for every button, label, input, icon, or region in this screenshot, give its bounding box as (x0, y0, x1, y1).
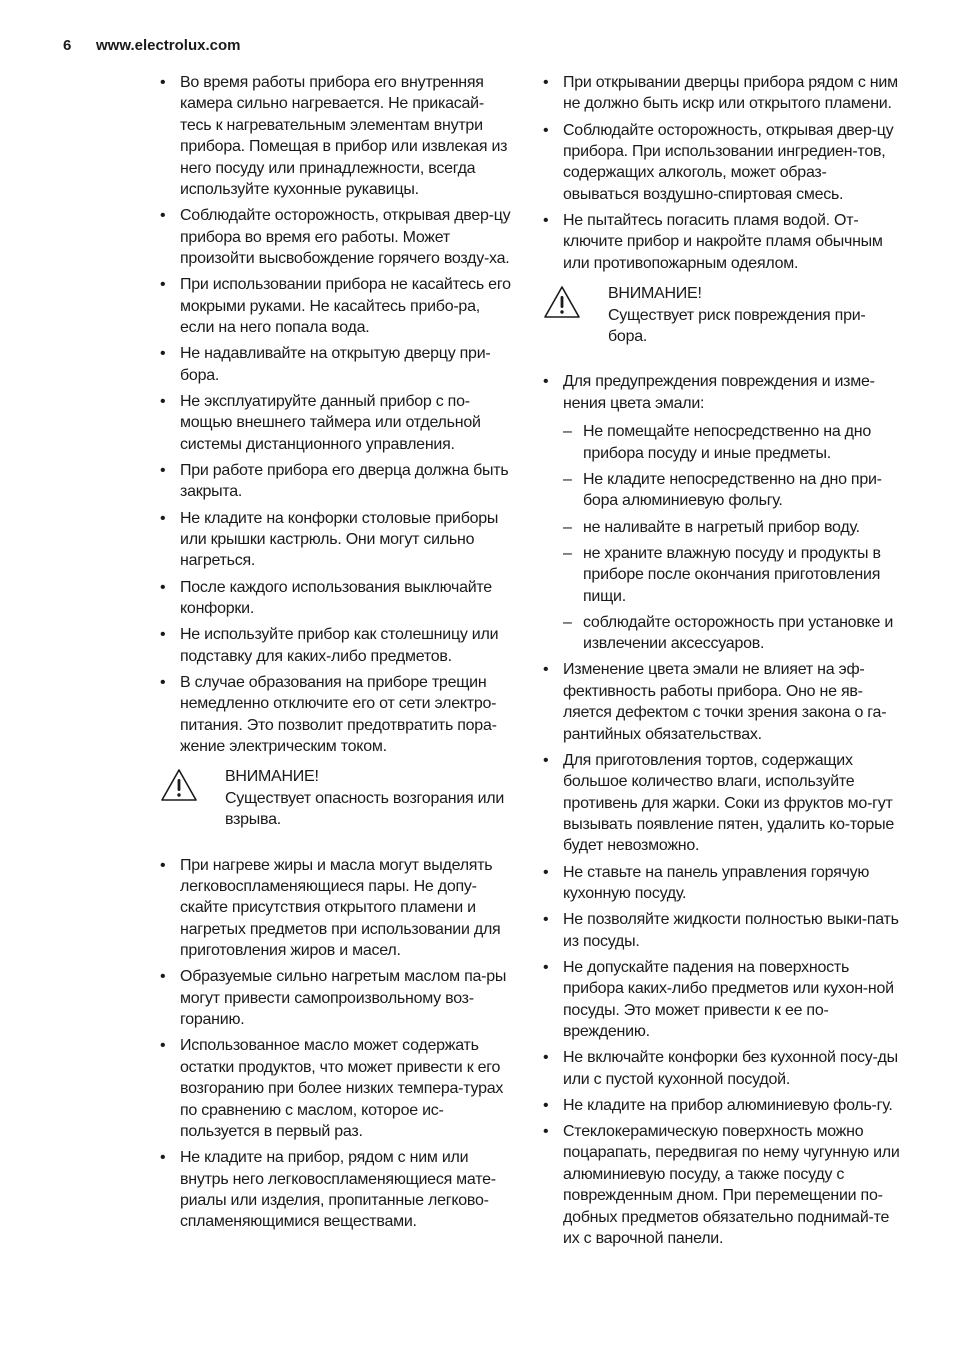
list-item (543, 1095, 901, 1116)
list-item-text: Во время работы прибора его внутренняя камера сильно нагревается. Не прикасай-тесь к нагревательным элементам внутри прибора. Помещая в прибор или извлекая из него посуду или принадлежности, всегда используйте кухонные рукавицы. (180, 74, 508, 199)
list-item (563, 543, 901, 607)
dash-icon: – (563, 470, 572, 488)
enamel-intro: Для предупреждения повреждения и изме-нения цвета эмали: (563, 373, 875, 412)
bullet-icon: • (160, 1149, 166, 1167)
warning-text: Существует риск повреждения при-бора. (608, 306, 866, 346)
list-item-text: Не помещайте непосредственно на дно прибора посуду и иные предметы. (583, 423, 871, 462)
bullet-icon: • (160, 345, 166, 363)
list-item (160, 855, 515, 962)
bullet-icon: • (160, 392, 166, 410)
list-item-text: Не допускайте падения на поверхность прибора каких-либо предметов или кухон-ной посуды. Это может привести к ее по-вреждению. (563, 958, 894, 1041)
list-item-text: не наливайте в нагретый прибор воду. (583, 518, 860, 536)
bullet-icon: • (543, 661, 549, 679)
bullet-icon: • (543, 1049, 549, 1067)
list-item-text: Для приготовления тортов, содержащих большое количество влаги, используйте противень для жарки. Соки из фруктов мо-гут вызывать появление пятен, удалить ко-торые будет невозможно. (563, 751, 894, 855)
list-item (160, 274, 515, 338)
list-item-text: При работе прибора его дверца должна быть закрыта. (180, 461, 509, 501)
list-item-text: Не кладите на прибор, рядом с ним или внутрь него легковоспламеняющиеся мате-риалы или изделия, пропитанные легково-спламеняющимися веществами. (180, 1149, 496, 1231)
list-item-text: Не кладите непосредственно на дно при-бора алюминиевую фольгу. (583, 470, 882, 510)
bullet-icon: • (543, 863, 549, 881)
dash-icon: – (563, 544, 572, 562)
list-item-text: Изменение цвета эмали не влияет на эф-фективность работы прибора. Оно не яв-ляется дефектом с точки зрения закона о га-рантийных обязательствах. (563, 661, 887, 743)
bullet-icon: • (160, 968, 166, 986)
list-item-text: Соблюдайте осторожность, открывая двер-цу прибора во время его работы. Может произойти высвобождение горячего возду-ха. (180, 207, 511, 268)
bullet-icon: • (543, 1096, 549, 1114)
bullet-icon: • (160, 207, 166, 225)
bullet-icon: • (160, 276, 166, 294)
list-item (543, 862, 901, 905)
list-item (160, 577, 515, 620)
list-item (160, 460, 515, 503)
page-header (63, 37, 241, 54)
bullet-list (543, 72, 901, 274)
list-item (563, 469, 901, 512)
list-item (543, 72, 901, 115)
page-number: 6 (63, 37, 72, 54)
warning-title: ВНИМАНИЕ! (608, 285, 702, 303)
warning-triangle-icon (160, 768, 198, 802)
list-item (543, 659, 901, 745)
bullet-icon: • (543, 1123, 549, 1141)
dash-icon: – (563, 518, 572, 536)
bullet-icon: • (160, 509, 166, 527)
bullet-icon: • (160, 626, 166, 644)
list-item-text: Не пытайтесь погасить пламя водой. От-ключите прибор и накройте пламя обычным или противопожарным одеялом. (563, 212, 883, 272)
list-item-text: Образуемые сильно нагретым маслом па-ры могут привести самопроизвольному воз-горанию. (180, 968, 507, 1029)
list-item-text: Стеклокерамическую поверхность можно поцарапать, передвигая по нему чугунную или алюминиевую посуду, а также посуду с поврежденным дном. При перемещении по-добных предметов обязательно поднимай-те их с варочной панели. (563, 1123, 900, 1248)
list-item-text: Не эксплуатируйте данный прибор с по-мощью внешнего таймера или отдельной системы дистанционного управления. (180, 392, 481, 453)
bullet-icon: • (543, 751, 549, 769)
right-column (543, 72, 901, 1254)
bullet-icon: • (543, 121, 549, 139)
bullet-icon: • (160, 856, 166, 874)
list-item (543, 750, 901, 857)
list-item-text: Не кладите на конфорки столовые приборы или крышки кастрюль. Они могут сильно нагреться. (180, 509, 499, 570)
list-item (563, 612, 901, 655)
list-item (160, 966, 515, 1030)
list-item (160, 1035, 515, 1142)
list-item-text: В случае образования на приборе трещин немедленно отключите его от сети электро-питания. Это позволит предотвратить пора-жение электрическим током. (180, 673, 497, 755)
site-url: www.electrolux.com (96, 37, 241, 54)
bullet-icon: • (160, 1037, 166, 1055)
bullet-icon: • (543, 212, 549, 230)
list-item-text: Не ставьте на панель управления горячую кухонную посуду. (563, 863, 870, 902)
list-item (160, 343, 515, 386)
list-item (543, 120, 901, 206)
bullet-list (543, 371, 901, 654)
bullet-icon: • (160, 74, 166, 91)
list-item (563, 421, 901, 464)
list-item-text: Не включайте конфорки без кухонной посу-ды или с пустой кухонной посудой. (563, 1049, 898, 1088)
bullet-list (160, 72, 515, 757)
list-item (160, 508, 515, 572)
list-item (543, 957, 901, 1043)
bullet-list (160, 855, 515, 1233)
list-item-text: Соблюдайте осторожность, открывая двер-цу прибора. При использовании ингредиен-тов, содержащих алкоголь, может образ-овываться воздушно-спиртовая смесь. (563, 121, 894, 203)
list-item (160, 624, 515, 667)
list-item-text: При использовании прибора не касайтесь его мокрыми руками. Не касайтесь прибо-ра, если на него попала вода. (180, 276, 511, 337)
bullet-icon: • (543, 373, 549, 391)
list-item-text: При нагреве жиры и масла могут выделять легковоспламеняющиеся пары. Не допу-скайте присутствия открытого пламени и нагретых предметов при использовании для приготовления жиров и масел. (180, 856, 501, 960)
list-item (543, 1121, 901, 1249)
dash-icon: – (563, 423, 572, 441)
bullet-icon: • (160, 461, 166, 479)
list-item-text: Не используйте прибор как столешницу или подставку для каких-либо предметов. (180, 626, 499, 665)
warning-block (160, 766, 515, 830)
list-item-text: не храните влажную посуду и продукты в приборе после окончания приготовления пищи. (583, 544, 881, 605)
list-item (543, 371, 901, 654)
bullet-list (543, 659, 901, 1249)
list-item (543, 210, 901, 274)
list-item (160, 1147, 515, 1233)
list-item (563, 517, 901, 538)
list-item (160, 205, 515, 269)
list-item-text: После каждого использования выключайте конфорки. (180, 578, 492, 617)
dash-icon: – (563, 613, 572, 631)
warning-title: ВНИМАНИЕ! (225, 768, 319, 786)
warning-text: Существует опасность возгорания или взрыва. (225, 789, 505, 829)
list-item-text: соблюдайте осторожность при установке и извлечении аксессуаров. (583, 613, 894, 653)
bullet-icon: • (543, 958, 549, 976)
dash-list (563, 421, 901, 654)
list-item-text: Не позволяйте жидкости полностью выки-пать из посуды. (563, 911, 899, 950)
bullet-icon: • (543, 911, 549, 929)
list-item-text: Не надавливайте на открытую дверцу при-бора. (180, 345, 491, 384)
list-item (160, 391, 515, 455)
warning-block (543, 283, 901, 347)
list-item-text: Использованное масло может содержать остатки продуктов, что может привести к его возгоранию при более низких темпера-турах по сравнению с маслом, которое ис-пользуется в первый раз. (180, 1037, 504, 1141)
bullet-icon: • (543, 74, 549, 91)
list-item-text: Не кладите на прибор алюминиевую фоль-гу. (563, 1096, 893, 1114)
list-item (543, 909, 901, 952)
list-item (543, 1047, 901, 1090)
list-item-text: При открывании дверцы прибора рядом с ним не должно быть искр или открытого пламени. (563, 74, 898, 113)
list-item (160, 672, 515, 758)
bullet-icon: • (160, 578, 166, 596)
bullet-icon: • (160, 673, 166, 691)
list-item (160, 72, 515, 200)
left-column (160, 72, 515, 1238)
warning-triangle-icon (543, 285, 581, 319)
